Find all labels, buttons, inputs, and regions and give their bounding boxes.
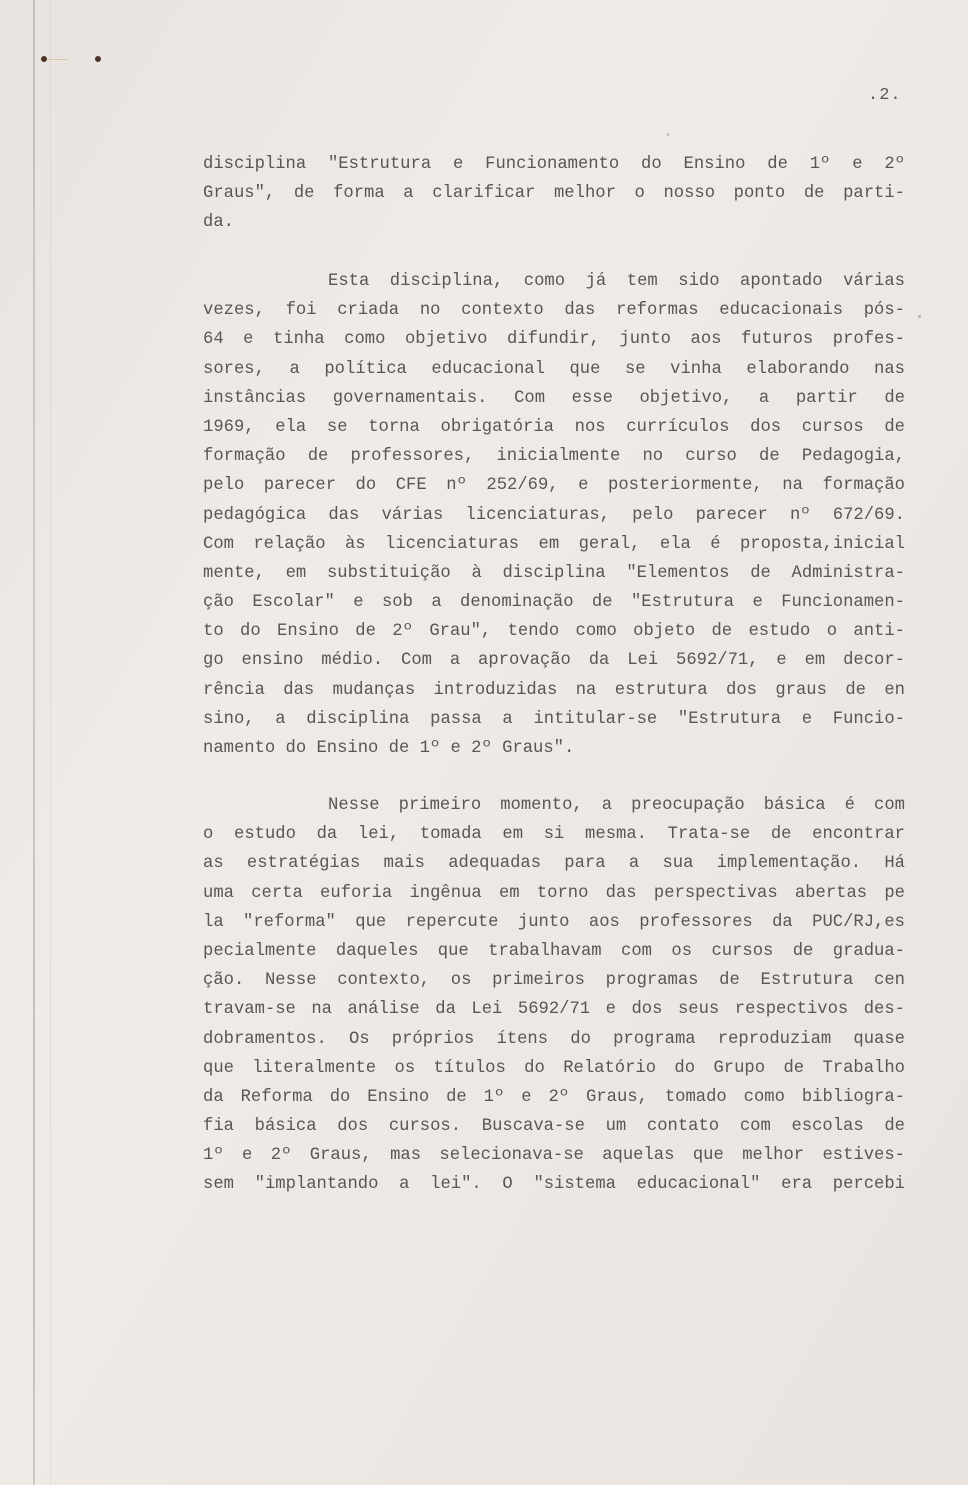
- text-line: 64 e tinha como objetivo difundir, junto aos futuros profes-: [203, 330, 905, 350]
- text-line: sem "implantando a lei". O "sistema educacional" era percebi: [203, 1175, 905, 1195]
- paper-fold-line: [50, 0, 51, 1485]
- paper-speck: [918, 315, 921, 318]
- text-line: que literalmente os títulos do Relatório do Grupo de Trabalho: [203, 1058, 905, 1078]
- paragraph-1: [203, 150, 905, 238]
- text-line: da.: [203, 213, 234, 233]
- text-line: sores, a política educacional que se vinha elaborando nas: [203, 359, 905, 379]
- text-line: instâncias governamentais. Com esse objetivo, a partir de: [203, 388, 905, 408]
- text-line: dobramentos. Os próprios ítens do programa reproduziam quase: [203, 1029, 905, 1049]
- text-line: la "reforma" que repercute junto aos professores da PUC/RJ,es: [203, 912, 905, 932]
- text-line: go ensino médio. Com a aprovação da Lei 5692/71, e em decor-: [203, 651, 905, 671]
- text-line: da Reforma do Ensino de 1º e 2º Graus, tomado como bibliogra-: [203, 1087, 905, 1107]
- text-line: mente, em substituição à disciplina "Elementos de Administra-: [203, 563, 905, 583]
- paper-edge-shadow: [33, 0, 35, 1485]
- text-line: 1969, ela se torna obrigatória nos currículos dos cursos de: [203, 417, 905, 437]
- text-line: vezes, foi criada no contexto das reformas educacionais pós-: [203, 301, 905, 321]
- text-line: as estratégias mais adequadas para a sua implementação. Há: [203, 854, 905, 874]
- text-line: to do Ensino de 2º Grau", tendo como objeto de estudo o anti-: [203, 622, 905, 642]
- text-line: Com relação às licenciaturas em geral, ela é proposta,inicial: [203, 534, 905, 554]
- text-line: rência das mudanças introduzidas na estrutura dos graus de en: [203, 680, 905, 700]
- text-line: 1º e 2º Graus, mas selecionava-se aquelas que melhor estives-: [203, 1146, 905, 1166]
- text-line: formação de professores, inicialmente no curso de Pedagogia,: [203, 447, 905, 467]
- text-line: pedagógica das várias licenciaturas, pelo parecer nº 672/69.: [203, 505, 905, 525]
- staple-hole-right: [95, 56, 101, 62]
- text-line: fia básica dos cursos. Buscava-se um contato com escolas de: [203, 1117, 905, 1137]
- text-line: ção Escolar" e sob a denominação de "Estrutura e Funcionamen-: [203, 593, 905, 613]
- staple-mark: [47, 59, 67, 60]
- paragraph-2: [203, 267, 905, 763]
- text-line: sino, a disciplina passa a intitular-se "Estrutura e Funcio-: [203, 709, 905, 729]
- text-line: ção. Nesse contexto, os primeiros programas de Estrutura cen: [203, 971, 905, 991]
- text-line: travam-se na análise da Lei 5692/71 e dos seus respectivos des-: [203, 1000, 905, 1020]
- text-line: disciplina "Estrutura e Funcionamento do Ensino de 1º e 2º: [203, 155, 905, 174]
- text-line: namento do Ensino de 1º e 2º Graus".: [203, 739, 575, 758]
- text-line: Nesse primeiro momento, a preocupação básica é com: [328, 796, 905, 815]
- paper-speck: [667, 133, 669, 136]
- paragraph-3: [203, 791, 905, 1200]
- text-line: o estudo da lei, tomada em si mesma. Trata-se de encontrar: [203, 825, 905, 845]
- text-line: pecialmente daqueles que trabalhavam com os cursos de gradua-: [203, 941, 905, 961]
- text-line: Esta disciplina, como já tem sido apontado várias: [328, 272, 905, 291]
- text-line: pelo parecer do CFE nº 252/69, e posteriormente, na formação: [203, 476, 905, 496]
- text-line: uma certa euforia ingênua em torno das perspectivas abertas pe: [203, 883, 905, 903]
- text-line: Graus", de forma a clarificar melhor o nosso ponto de parti-: [203, 184, 905, 204]
- page-number: .2.: [868, 86, 902, 105]
